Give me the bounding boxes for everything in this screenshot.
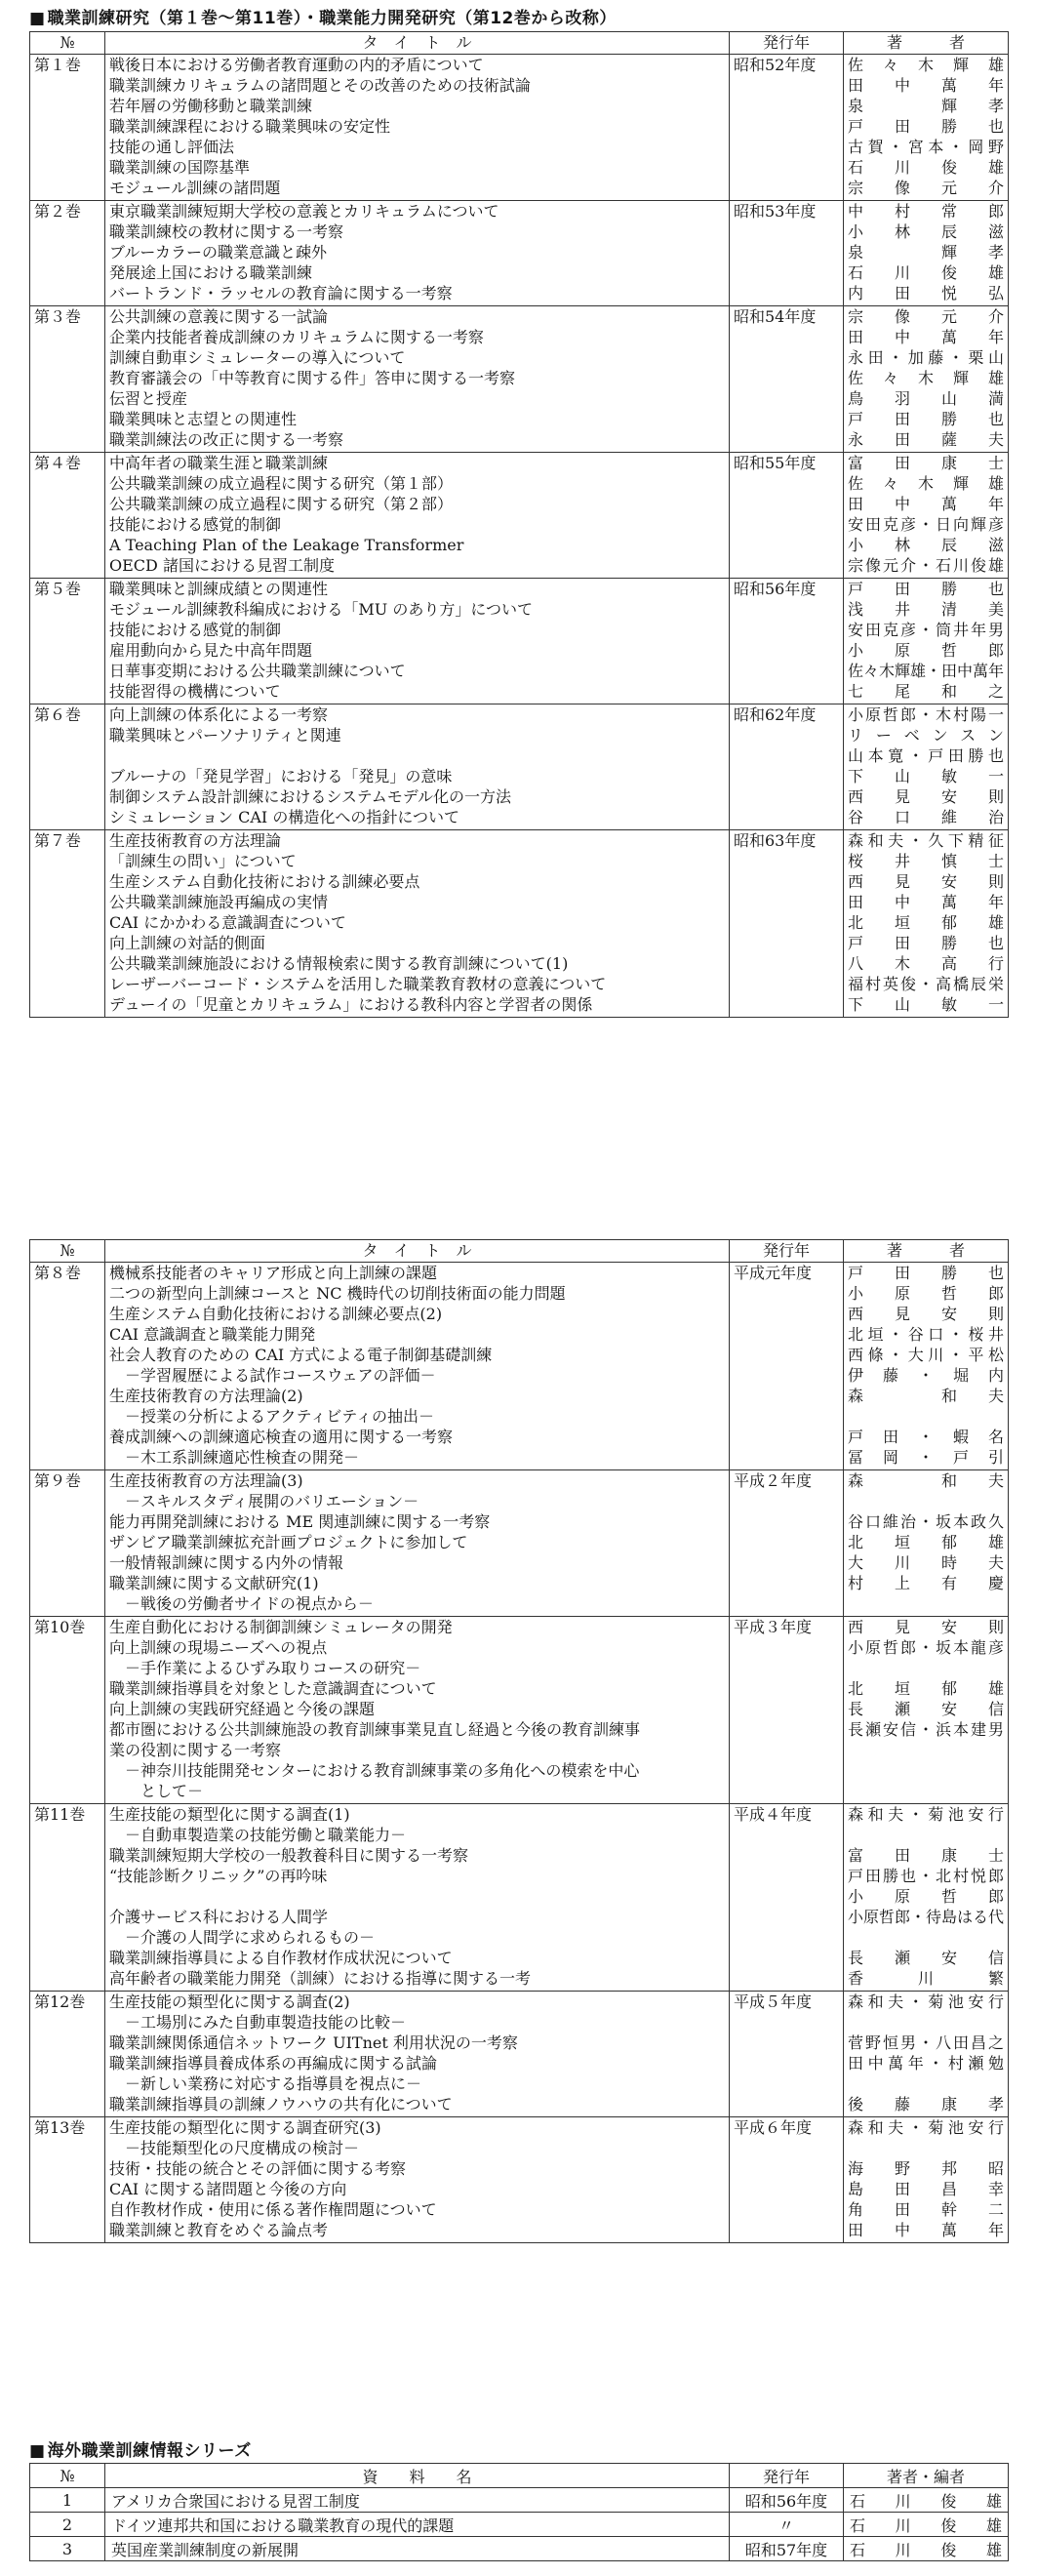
article-title: 職業興味と志望との関連性 — [109, 410, 298, 428]
article-title: 生産技能の類型化に関する調査(2) — [109, 1992, 350, 2011]
article-author: 戸田勝也 — [848, 117, 1004, 136]
article-title: 雇用動向から見た中高年問題 — [109, 641, 313, 660]
article-title: 職業訓練指導員養成体系の再編成に関する試論 — [109, 2054, 438, 2073]
series-author-name: 石川俊雄 — [850, 2491, 1002, 2511]
article-author: 菅野恒男・八田昌之 — [848, 2033, 1004, 2052]
volume-number: 第１巻 — [30, 55, 105, 201]
article-author: 伊藤・堀内 — [848, 1366, 1004, 1385]
article-author: 村上有慶 — [848, 1574, 1004, 1592]
article-author: リーベンスン — [848, 726, 1004, 745]
article-title: A Teaching Plan of the Leakage Transformer — [109, 536, 464, 554]
article-author: 西見安則 — [848, 1305, 1004, 1323]
article-title: 生産技術教育の方法理論(3) — [109, 1471, 303, 1490]
article-title: 職業興味とパーソナリティと関連 — [109, 726, 341, 745]
article-author: 桜井慎士 — [848, 852, 1004, 870]
article-title: 職業訓練と教育をめぐる論点考 — [109, 2221, 329, 2239]
article-title: 生産システム自動化技術における訓練必要点(2) — [109, 1305, 443, 1323]
article-title: 生産システム自動化技術における訓練必要点 — [109, 872, 420, 891]
volume-authors — [844, 1263, 1009, 1470]
article-author — [848, 2013, 1004, 2033]
article-author — [848, 1928, 1004, 1949]
article-author: 宗像元介 — [848, 307, 1004, 326]
volume-titles — [105, 830, 730, 1018]
series-header-title: 資 料 名 — [105, 2464, 730, 2488]
article-title: CAI に関する諸問題と今後の方向 — [109, 2180, 347, 2198]
header-no: № — [30, 1240, 105, 1263]
article-title: 社会人教育のための CAI 方式による電子制御基礎訓練 — [109, 1346, 493, 1364]
article-author: 香川繁 — [848, 1969, 1004, 1988]
article-author: 北垣郁雄 — [848, 1679, 1004, 1698]
volume-authors — [844, 55, 1009, 201]
article-title: 職業興味と訓練成績との関連性 — [109, 580, 329, 598]
series-year: 昭和57年度 — [730, 2537, 844, 2561]
article-title: 企業内技能者養成訓練のカリキュラムに関する一考察 — [109, 328, 484, 346]
article-author: 田中萬年 — [848, 495, 1004, 513]
volume-row — [30, 1470, 1009, 1617]
article-title: 東京職業訓練短期大学校の意義とカリキュラムについて — [109, 202, 499, 221]
volume-year: 昭和52年度 — [730, 55, 844, 201]
volume-authors — [844, 1804, 1009, 1992]
article-title: 職業訓練指導員の訓練ノウハウの共有化について — [109, 2095, 453, 2113]
article-title: 能力再開発訓練における ME 関連訓練に関する一考察 — [109, 1512, 491, 1531]
article-title: 職業訓練の国際基準 — [109, 158, 251, 177]
header-title: タ イ ト ル — [105, 32, 730, 55]
article-author: 長瀬安信 — [848, 1949, 1004, 1967]
article-title: 技能における感覚的制御 — [109, 515, 282, 534]
article-author: 森和夫・菊池安行 — [848, 1992, 1004, 2011]
article-title: 日華事変期における公共職業訓練について — [109, 662, 406, 680]
series-title: 英国産業訓練制度の新展開 — [105, 2537, 730, 2561]
article-author: 永田薩夫 — [848, 430, 1004, 449]
volume-year: 平成５年度 — [730, 1992, 844, 2117]
article-title: OECD 諸国における見習工制度 — [109, 556, 335, 575]
article-title: 公共訓練の意義に関する一試論 — [109, 307, 329, 326]
article-title: －新しい業務に対応する指導員を視点に－ — [109, 2074, 422, 2093]
article-title: －スキルスタディ展開のバリエーション－ — [109, 1492, 419, 1510]
article-author — [848, 1659, 1004, 1679]
article-author: 田中萬年・村瀬勉 — [848, 2054, 1004, 2073]
article-title: レーザーバーコード・システムを活用した職業教育教材の意義について — [109, 975, 607, 993]
article-title: 職業訓練に関する文献研究(1) — [109, 1574, 319, 1592]
series-header-no: № — [30, 2464, 105, 2488]
article-author: 谷口維治・坂本政久 — [848, 1512, 1004, 1531]
article-title: 高年齢者の職業能力開発（訓練）における指導に関する一考 — [109, 1969, 532, 1988]
article-author: 森和夫・菊池安行 — [848, 2118, 1004, 2137]
series-no: 2 — [30, 2513, 105, 2537]
article-title: 生産技術教育の方法理論 — [109, 831, 282, 850]
article-title: 生産技術教育の方法理論(2) — [109, 1387, 303, 1405]
article-title: －神奈川技能開発センターにおける教育訓練事業の多角化への模索を中心 — [109, 1761, 640, 1780]
volume-number: 第13巻 — [30, 2117, 105, 2243]
article-author: 佐々木輝雄 — [848, 369, 1004, 387]
article-title: －学習履歴による試作コースウェアの評価－ — [109, 1366, 436, 1385]
article-author: 冨岡・戸引 — [848, 1448, 1004, 1467]
article-author — [848, 1594, 1004, 1615]
article-title: 教育審議会の「中等教育に関する件」答申に関する一考察 — [109, 369, 516, 387]
volume-titles — [105, 201, 730, 306]
article-title: モジュール訓練教科編成における「MU のあり方」について — [109, 600, 533, 619]
series-title: アメリカ合衆国における見習工制度 — [105, 2488, 730, 2513]
article-title: 向上訓練の対話的側面 — [109, 934, 266, 952]
volume-year: 平成２年度 — [730, 1470, 844, 1617]
article-author: 北垣郁雄 — [848, 913, 1004, 932]
volume-row — [30, 1263, 1009, 1470]
volume-year: 昭和53年度 — [730, 201, 844, 306]
article-author: 山本寛・戸田勝也 — [848, 746, 1004, 765]
article-title: 伝習と授産 — [109, 389, 188, 408]
volume-authors — [844, 453, 1009, 579]
article-author: 佐々木輝雄 — [848, 56, 1004, 74]
article-author: 安田克彦・日向輝彦 — [848, 515, 1004, 534]
volume-titles — [105, 1617, 730, 1804]
article-title: CAI 意識調査と職業能力開発 — [109, 1325, 316, 1344]
article-author: 泉 輝孝 — [848, 97, 1004, 115]
article-author: 内田悦弘 — [848, 284, 1004, 302]
volume-table-a — [29, 31, 1009, 1018]
article-title: 技能習得の機構について — [109, 682, 281, 701]
series-table — [29, 2463, 1009, 2561]
article-title: 「訓練生の問い」について — [109, 852, 297, 870]
article-author: 小原哲郎 — [848, 641, 1004, 660]
volume-row — [30, 2117, 1009, 2243]
article-title: 制御システム設計訓練におけるシステムモデル化の一方法 — [109, 787, 512, 806]
article-author: 富田康士 — [848, 454, 1004, 472]
article-title: 養成訓練への訓練適応検査の適用に関する一考察 — [109, 1428, 454, 1446]
article-title: 向上訓練の実践研究経過と今後の課題 — [109, 1700, 376, 1718]
volume-number: 第９巻 — [30, 1470, 105, 1617]
article-author — [848, 1782, 1004, 1802]
volume-year: 平成３年度 — [730, 1617, 844, 1804]
article-author: 宗像元介 — [848, 179, 1004, 197]
section-title-journal: ■ 職業訓練研究（第１巻〜第11巻）・職業能力開発研究（第12巻から改称） — [29, 4, 617, 28]
article-title: デューイの「児童とカリキュラム」における教科内容と学習者の関係 — [109, 995, 593, 1014]
article-author: 戸田勝也 — [848, 934, 1004, 952]
article-author — [848, 1826, 1004, 1846]
article-author: 下山敏一 — [848, 767, 1004, 785]
article-author: 佐々木輝雄・田中萬年 — [848, 662, 1005, 680]
article-author — [848, 1741, 1004, 1761]
volume-number: 第７巻 — [30, 830, 105, 1018]
series-no: 1 — [30, 2488, 105, 2513]
volume-authors — [844, 1470, 1009, 1617]
article-author: 角田幹二 — [848, 2200, 1004, 2219]
article-author: 小林辰滋 — [848, 536, 1004, 554]
article-author: 西見安則 — [848, 872, 1004, 891]
article-title: 介護サービス科における人間学 — [109, 1908, 329, 1926]
article-author: 西條・大川・平松 — [848, 1346, 1004, 1364]
header-author: 著 者 — [844, 32, 1009, 55]
article-title: ブルーカラーの職業意識と疎外 — [109, 243, 328, 262]
volume-titles — [105, 1992, 730, 2117]
article-author: 下山敏一 — [848, 995, 1004, 1014]
volume-row — [30, 453, 1009, 579]
article-author: 浅井清美 — [848, 600, 1004, 619]
volume-year: 平成４年度 — [730, 1804, 844, 1992]
article-title: 向上訓練の現場ニーズへの視点 — [109, 1638, 328, 1657]
article-author: 永田・加藤・栗山 — [848, 348, 1004, 367]
volume-number: 第10巻 — [30, 1617, 105, 1804]
volume-row — [30, 55, 1009, 201]
volume-titles — [105, 579, 730, 704]
volume-titles — [105, 2117, 730, 2243]
article-title: 職業訓練指導員を対象とした意識調査について — [109, 1679, 437, 1698]
article-title: 公共職業訓練の成立過程に関する研究（第１部） — [109, 474, 454, 493]
article-author: 中村常郎 — [848, 202, 1004, 221]
series-author-name: 石川俊雄 — [850, 2540, 1002, 2559]
volume-titles — [105, 306, 730, 453]
volume-row — [30, 704, 1009, 830]
article-title: －技能類型化の尺度構成の検討－ — [109, 2139, 360, 2157]
series-row — [30, 2488, 1009, 2513]
header-year: 発行年 — [730, 32, 844, 55]
article-author — [848, 1492, 1004, 1512]
article-author — [848, 2074, 1004, 2095]
article-author: 戸田勝也 — [848, 410, 1004, 428]
series-author — [844, 2537, 1009, 2561]
series-year: 昭和56年度 — [730, 2488, 844, 2513]
volume-row — [30, 579, 1009, 704]
header-title: タ イ ト ル — [105, 1240, 730, 1263]
article-author: 泉 輝孝 — [848, 243, 1004, 262]
article-title: －戦後の労働者サイドの視点から－ — [109, 1594, 374, 1613]
volume-titles — [105, 704, 730, 830]
volume-titles — [105, 55, 730, 201]
article-author: 北垣・谷口・桜井 — [848, 1325, 1004, 1344]
article-title: ブルーナの「発見学習」における「発見」の意味 — [109, 767, 453, 785]
article-title: 職業訓練関係通信ネットワーク UITnet 利用状況の一考察 — [109, 2033, 518, 2052]
article-title — [109, 1887, 725, 1908]
article-author: 大川時夫 — [848, 1553, 1004, 1572]
article-author: 小原哲郎 — [848, 1284, 1004, 1303]
article-title: 公共職業訓練施設における情報検索に関する教育訓練について(1) — [109, 954, 569, 973]
volume-titles — [105, 1470, 730, 1617]
series-author — [844, 2513, 1009, 2537]
article-title: 職業訓練短期大学校の一般教養科目に関する一考察 — [109, 1846, 469, 1865]
volume-authors — [844, 704, 1009, 830]
article-title: 公共職業訓練の成立過程に関する研究（第２部） — [109, 495, 454, 513]
volume-row — [30, 306, 1009, 453]
volume-number: 第６巻 — [30, 704, 105, 830]
article-author: 八木高行 — [848, 954, 1004, 973]
article-author: 田中萬年 — [848, 893, 1004, 911]
series-no: 3 — [30, 2537, 105, 2561]
volume-year: 昭和54年度 — [730, 306, 844, 453]
volume-authors — [844, 201, 1009, 306]
volume-number: 第４巻 — [30, 453, 105, 579]
article-author: 小原哲郎・木村陽一 — [848, 705, 1004, 724]
series-year: 〃 — [730, 2513, 844, 2537]
article-author: 北垣郁雄 — [848, 1533, 1004, 1551]
series-header-year: 発行年 — [730, 2464, 844, 2488]
article-author: 森和夫・久下精征 — [848, 831, 1004, 850]
header-no: № — [30, 32, 105, 55]
article-title: 自作教材作成・使用に係る著作権問題について — [109, 2200, 437, 2219]
volume-row — [30, 830, 1009, 1018]
article-title: －工場別にみた自動車製造技能の比較－ — [109, 2013, 407, 2032]
article-title — [109, 746, 725, 767]
article-author: 海野邦昭 — [848, 2159, 1004, 2178]
article-title: －授業の分析によるアクティビティの抽出－ — [109, 1407, 434, 1426]
article-title: 都市圏における公共訓練施設の教育訓練事業見直し経過と今後の教育訓練事 — [109, 1720, 641, 1739]
article-author: 長瀬安信・浜本建男 — [848, 1720, 1004, 1739]
volume-year: 昭和62年度 — [730, 704, 844, 830]
volume-year: 昭和55年度 — [730, 453, 844, 579]
article-author: 長瀬安信 — [848, 1700, 1004, 1718]
series-row — [30, 2537, 1009, 2561]
volume-number: 第２巻 — [30, 201, 105, 306]
volume-number: 第８巻 — [30, 1263, 105, 1470]
article-title: 職業訓練カリキュラムの諸問題とその改善のための技術試論 — [109, 76, 531, 95]
article-author: 森 和夫 — [848, 1471, 1004, 1490]
article-title: モジュール訓練の諸問題 — [109, 179, 281, 197]
volume-titles — [105, 1804, 730, 1992]
article-author: 西見安則 — [848, 1618, 1004, 1636]
article-author: 戸田・蝦名 — [848, 1428, 1004, 1446]
volume-year: 昭和63年度 — [730, 830, 844, 1018]
volume-row — [30, 201, 1009, 306]
article-title: 向上訓練の体系化による一考察 — [109, 705, 329, 724]
article-author: 石川俊雄 — [848, 263, 1004, 282]
volume-titles — [105, 453, 730, 579]
article-author: 谷口維治 — [848, 808, 1004, 826]
article-title: 中高年者の職業生涯と職業訓練 — [109, 454, 329, 472]
article-author: 田中萬年 — [848, 76, 1004, 95]
article-author: 七尾和之 — [848, 682, 1004, 701]
article-title: 生産自動化における制御訓練シミュレータの開発 — [109, 1618, 453, 1636]
article-title: シミュレーション CAI の構造化への指針について — [109, 808, 460, 826]
article-title: 生産技能の類型化に関する調査(1) — [109, 1805, 350, 1824]
article-title: －介護の人間学に求められるもの－ — [109, 1928, 376, 1947]
article-author: 佐々木輝雄 — [848, 474, 1004, 493]
article-author: 後藤康孝 — [848, 2095, 1004, 2113]
volume-year: 平成６年度 — [730, 2117, 844, 2243]
volume-number: 第11巻 — [30, 1804, 105, 1992]
volume-year: 平成元年度 — [730, 1263, 844, 1470]
article-title: 若年層の労働移動と職業訓練 — [109, 97, 313, 115]
volume-number: 第５巻 — [30, 579, 105, 704]
article-author: 小原哲郎・坂本龍彦 — [848, 1638, 1004, 1657]
volume-authors — [844, 579, 1009, 704]
article-title: 職業訓練校の教材に関する一考察 — [109, 222, 344, 241]
article-author — [848, 1761, 1004, 1782]
article-author: 石川俊雄 — [848, 158, 1004, 177]
article-author: 安田克彦・筒井年男 — [848, 621, 1004, 639]
article-author: 田中萬年 — [848, 2221, 1004, 2239]
article-title: 二つの新型向上訓練コースと NC 機時代の切削技術面の能力問題 — [109, 1284, 566, 1303]
article-author: 福村英俊・高橋辰栄 — [848, 975, 1004, 993]
article-title: ザンビア職業訓練拡充計画プロジェクトに参加して — [109, 1533, 468, 1551]
article-title: 業の役割に関する一考察 — [109, 1741, 282, 1759]
article-title: バートランド・ラッセルの教育論に関する一考察 — [109, 284, 453, 302]
article-title: 生産技能の類型化に関する調査研究(3) — [109, 2118, 381, 2137]
series-header-author: 著者・編者 — [844, 2464, 1009, 2488]
section-title-series: ■ 海外職業訓練情報シリーズ — [29, 2436, 252, 2461]
volume-titles — [105, 1263, 730, 1470]
article-title: 技術・技能の統合とその評価に関する考察 — [109, 2159, 407, 2178]
header-year: 発行年 — [730, 1240, 844, 1263]
series-author-name: 石川俊雄 — [850, 2516, 1002, 2535]
article-title: 技能の通し評価法 — [109, 138, 235, 156]
article-title: －木工系訓練適応性検査の開発－ — [109, 1448, 360, 1467]
article-author: 森 和夫 — [848, 1387, 1004, 1405]
article-author: 宗像元介・石川俊雄 — [848, 556, 1004, 575]
volume-authors — [844, 1617, 1009, 1804]
article-title: 発展途上国における職業訓練 — [109, 263, 313, 282]
volume-table-b-body — [30, 1263, 1009, 2243]
article-author: 森和夫・菊池安行 — [848, 1805, 1004, 1824]
volume-row — [30, 1992, 1009, 2117]
volume-number: 第３巻 — [30, 306, 105, 453]
article-title: 訓練自動車シミュレーターの導入について — [109, 348, 406, 367]
volume-authors — [844, 2117, 1009, 2243]
article-title: 職業訓練法の改正に関する一考察 — [109, 430, 344, 449]
volume-year: 昭和56年度 — [730, 579, 844, 704]
article-title: CAI にかかわる意識調査について — [109, 913, 346, 932]
article-author: 鳥羽山満 — [848, 389, 1004, 408]
article-author — [848, 2139, 1004, 2159]
article-author: 戸田勝也・北村悦郎 — [848, 1867, 1004, 1885]
article-title: 機械系技能者のキャリア形成と向上訓練の課題 — [109, 1264, 438, 1282]
article-author: 西見安則 — [848, 787, 1004, 806]
article-author — [848, 1407, 1004, 1428]
article-author: 戸田勝也 — [848, 1264, 1004, 1282]
volume-authors — [844, 830, 1009, 1018]
article-title: 職業訓練指導員による自作教材作成状況について — [109, 1949, 453, 1967]
article-title: 職業訓練課程における職業興味の安定性 — [109, 117, 391, 136]
volume-authors — [844, 306, 1009, 453]
header-author: 著 者 — [844, 1240, 1009, 1263]
article-author: 田中萬年 — [848, 328, 1004, 346]
article-title: 戦後日本における労働者教育運動の内的矛盾について — [109, 56, 484, 74]
article-author: 小林辰滋 — [848, 222, 1004, 241]
volume-authors — [844, 1992, 1009, 2117]
volume-row — [30, 1804, 1009, 1992]
article-title: として－ — [109, 1782, 204, 1800]
article-title: 公共職業訓練施設再編成の実情 — [109, 893, 329, 911]
article-title: “技能診断クリニック”の再吟味 — [109, 1867, 328, 1885]
volume-row — [30, 1617, 1009, 1804]
article-author: 古賀・宮本・岡野 — [848, 138, 1004, 156]
volume-number: 第12巻 — [30, 1992, 105, 2117]
article-author: 富田康士 — [848, 1846, 1004, 1865]
article-title: －自動車製造業の技能労働と職業能力－ — [109, 1826, 407, 1844]
series-author — [844, 2488, 1009, 2513]
article-author: 小原哲郎 — [848, 1887, 1004, 1906]
article-title: 技能における感覚的制御 — [109, 621, 282, 639]
article-author: 島田昌幸 — [848, 2180, 1004, 2198]
series-title: ドイツ連邦共和国における職業教育の現代的課題 — [105, 2513, 730, 2537]
article-title: －手作業によるひずみ取りコースの研究－ — [109, 1659, 421, 1677]
article-title: 一般情報訓練に関する内外の情報 — [109, 1553, 344, 1572]
article-author: 戸田勝也 — [848, 580, 1004, 598]
volume-table-a-body — [30, 55, 1009, 1018]
series-row — [30, 2513, 1009, 2537]
article-author: 小原哲郎・待島はる代 — [848, 1908, 1005, 1926]
volume-table-b — [29, 1239, 1009, 2243]
